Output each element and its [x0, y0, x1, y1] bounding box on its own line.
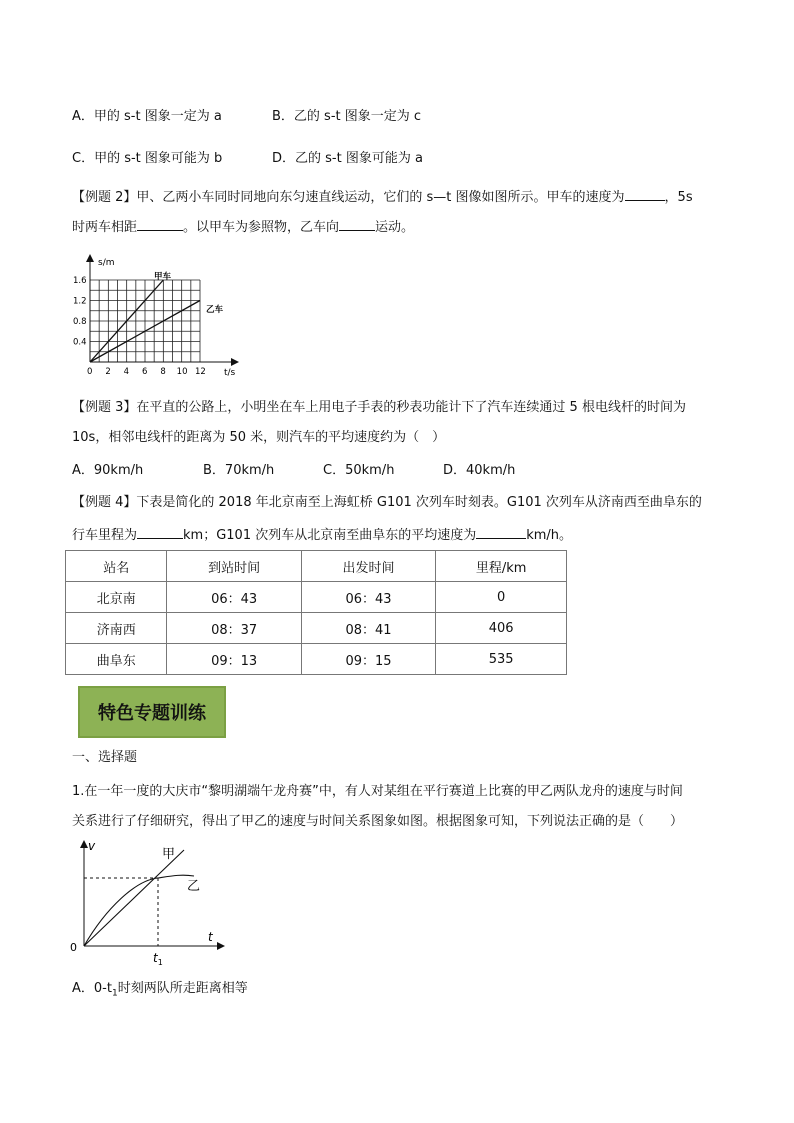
example3-option-c: C．50km/h [323, 463, 395, 478]
blank-avg-speed [476, 524, 526, 539]
y-tick-label: 0.8 [73, 317, 87, 327]
table-cell: 535 [436, 644, 567, 675]
example3-option-a: A．90km/h [72, 463, 144, 478]
table-row [66, 582, 567, 613]
q1-option-a-text2: 时刻两队所走距离相等 [117, 981, 248, 996]
vt-graph [66, 838, 236, 968]
table-row [66, 613, 567, 644]
x-tick-label: 6 [142, 367, 148, 377]
option-b-top: B．乙的 s-t 图象一定为 c [272, 109, 422, 124]
option-d-top: D．乙的 s-t 图象可能为 a [272, 151, 423, 166]
y-tick-label: 0.4 [73, 337, 87, 348]
y-axis-label: s/m [98, 258, 115, 268]
vt-jia-label: 甲 [162, 847, 176, 862]
table-cell: 08：37 [167, 613, 301, 644]
x-tick-label: 2 [105, 367, 111, 377]
q1-line2: 关系进行了仔细研究，得出了甲乙的速度与时间关系图象如图。根据图象可知，下列说法正确的是（ ） [72, 814, 684, 829]
table-header-row [66, 551, 567, 582]
table-cell: 济南西 [66, 613, 167, 644]
section-heading: 一、选择题 [72, 750, 138, 765]
table-cell: 06：43 [167, 582, 301, 613]
x-tick-label: 8 [160, 367, 166, 377]
q1-option-a-sub: 1 [111, 988, 118, 999]
table-cell: 09：15 [301, 644, 435, 675]
blank-distance [137, 216, 183, 231]
vt-y-label: v [88, 839, 96, 853]
table-header: 里程/km [436, 551, 567, 582]
example4-text-a: 行车里程为 [72, 528, 138, 543]
section-banner: 特色专题训练 [78, 686, 226, 738]
st-graph [70, 252, 250, 380]
example2-line2 [72, 216, 414, 238]
table-cell: 北京南 [66, 582, 167, 613]
example2-text-a: 【例题 2】甲、乙两小车同时同地向东匀速直线运动，它们的 s—t 图像如图所示。甲车的速度为 [72, 190, 625, 205]
y-tick-label: 1.6 [73, 276, 87, 286]
example2-text-d: 。以甲车为参照物，乙车向 [183, 220, 340, 235]
table-cell: 406 [436, 613, 567, 644]
vt-t1-label [153, 951, 163, 967]
blank-direction [339, 216, 375, 231]
example2-text-b: ，5s [664, 190, 693, 205]
example4-line2 [72, 524, 572, 546]
vt-curve-yi [84, 875, 194, 946]
x-tick-label: 0 [87, 367, 93, 377]
table-header: 站名 [66, 551, 167, 582]
table-cell: 09：13 [167, 644, 301, 675]
table-cell: 0 [436, 582, 567, 613]
example3-line2: 10s，相邻电线杆的距离为 50 米，则汽车的平均速度约为（ ） [72, 430, 446, 445]
x-tick-label: 4 [123, 367, 130, 377]
x-tick-label: 12 [195, 367, 206, 377]
vt-t1-sub: 1 [157, 958, 163, 967]
q1-option-a-text1: A．0-t [72, 981, 112, 996]
example2-text-e: 运动。 [375, 220, 415, 235]
example4-text-c: km/h。 [526, 528, 573, 543]
example4-text-b: km；G101 次列车从北京南至曲阜东的平均速度为 [183, 528, 477, 543]
table-cell: 06：43 [301, 582, 435, 613]
example2-line1 [72, 186, 693, 208]
option-c-top: C．甲的 s-t 图象可能为 b [72, 151, 223, 166]
x-axis-label: t/s [224, 368, 236, 378]
example3-option-d: D．40km/h [443, 463, 516, 478]
table-header: 到站时间 [167, 551, 301, 582]
blank-speed [625, 186, 665, 201]
vt-yi-label: 乙 [187, 879, 201, 894]
vt-origin: 0 [70, 941, 77, 954]
series-yi-label: 乙车 [206, 305, 224, 315]
vt-line-jia [84, 850, 184, 946]
q1-option-a [72, 979, 248, 1004]
table-cell: 曲阜东 [66, 644, 167, 675]
q1-line1: 1.在一年一度的大庆市“黎明湖端午龙舟赛”中，有人对某组在平行赛道上比赛的甲乙两队龙舟的速度与时间 [72, 784, 683, 799]
option-a-top: A．甲的 s-t 图象一定为 a [72, 109, 222, 124]
example3-option-b: B．70km/h [203, 463, 275, 478]
table-header: 出发时间 [301, 551, 435, 582]
x-tick-label: 10 [176, 367, 188, 377]
series-jia-label: 甲车 [154, 272, 172, 282]
example4-line1: 【例题 4】下表是简化的 2018 年北京南至上海虹桥 G101 次列车时刻表。G101 次列车从济南西至曲阜东的 [72, 495, 702, 510]
example2-text-c: 时两车相距 [72, 220, 138, 235]
vt-t1-base: t [153, 951, 158, 965]
timetable [65, 550, 567, 675]
table-cell: 08：41 [301, 613, 435, 644]
example3-line1: 【例题 3】在平直的公路上，小明坐在车上用电子手表的秒表功能计下了汽车连续通过 5 根电线杆的时间为 [72, 400, 686, 415]
y-tick-label: 1.2 [73, 296, 87, 307]
table-row [66, 644, 567, 675]
vt-x-label: t [208, 930, 213, 944]
blank-mileage [137, 524, 183, 539]
